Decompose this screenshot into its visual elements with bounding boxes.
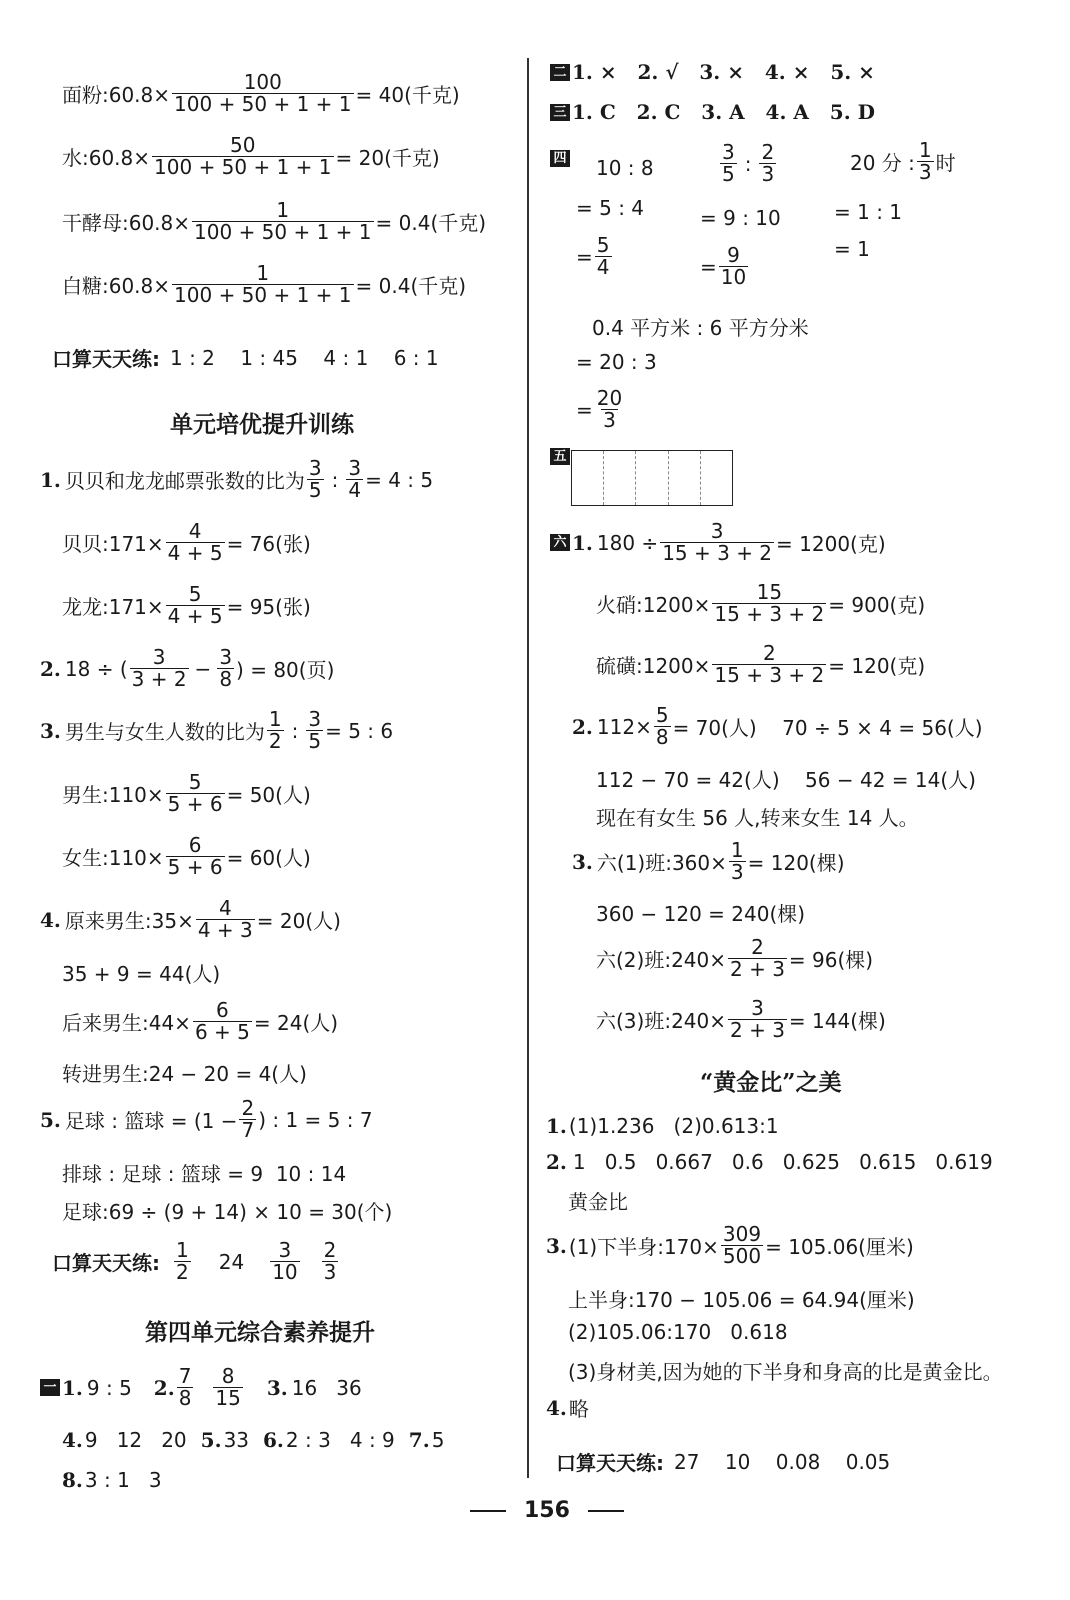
fraction: $\frac{1}{2}$ — [176, 1238, 189, 1284]
fraction: $\frac{2}{7}$ — [241, 1096, 255, 1142]
part-6-q3-a: 360 − 120 = 240(棵) — [596, 902, 806, 926]
ratio-a-2: = 5 : 4 — [576, 196, 645, 220]
fraction: $\frac{3}{5}$ — [308, 707, 322, 753]
golden-q3: 3. (1)下半身:170× $\frac{309}{500}$ = 105.06(厘米) — [546, 1222, 914, 1268]
fraction: $\frac{3}{4}$ — [348, 456, 362, 502]
ratio-d-2: = 20 : 3 — [576, 350, 657, 374]
flour-calc: 面粉:60.8× $\frac{100}{100 + 50 + 1 + 1}$ = 40(千克) — [62, 70, 460, 116]
section-heading-unit-four: 第四单元综合素养提升 — [145, 1319, 375, 1346]
part-6-question-1: 六 1. 180 ÷ $\frac{3}{15 + 3 + 2}$ = 1200(克) — [550, 521, 886, 564]
golden-q3-c: (3)身材美,因为她的下半身和身高的比是黄金比。 — [568, 1360, 1003, 1384]
fraction: $\frac{3}{5}$ — [722, 140, 735, 186]
part-6-q1-a: 火硝:1200× $\frac{15}{15 + 3 + 2}$ = 900(克) — [596, 580, 926, 626]
question-1: 1. 贝贝和龙龙邮票张数的比为 $\frac{3}{5}$ : $\frac{3}{4}$ = 4 : 5 — [40, 456, 434, 502]
golden-q2: 2. 1 0.5 0.667 0.6 0.625 0.615 0.619 — [546, 1150, 993, 1174]
fraction: $\frac{1}{100 + 50 + 1 + 1}$ — [194, 198, 372, 244]
golden-q4: 4. 略 — [546, 1395, 589, 1421]
fraction: $\frac{4}{4 + 3}$ — [197, 896, 253, 942]
golden-q2-answer: 黄金比 — [568, 1190, 628, 1214]
fraction: $\frac{1}{100 + 50 + 1 + 1}$ — [174, 261, 352, 307]
fraction: $\frac{1}{3}$ — [730, 838, 744, 884]
fraction: $\frac{5}{5 + 6}$ — [167, 770, 223, 816]
part-6-question-2: 2. 112× $\frac{5}{8}$ = 70(人) 70 ÷ 5 × 4 = 56(人) — [572, 703, 983, 749]
section-badge: 四 — [550, 150, 570, 167]
part-6-q2-b: 现在有女生 56 人,转来女生 14 人。 — [596, 806, 919, 830]
fraction: $\frac{3}{2 + 3}$ — [730, 996, 785, 1042]
part-6-q3-b: 六(2)班:240× $\frac{2}{2 + 3}$ = 96(棵) — [596, 935, 874, 981]
question-4-c: 转进男生:24 − 20 = 4(人) — [62, 1062, 307, 1086]
fraction: $\frac{1}{2}$ — [268, 707, 282, 753]
ratio-c-2: = 1 : 1 — [834, 200, 903, 224]
fraction: $\frac{1}{3}$ — [918, 138, 932, 184]
question-1-b: 龙龙:171× $\frac{5}{4 + 5}$ = 95(张) — [62, 582, 311, 628]
fraction: $\frac{5}{8}$ — [655, 703, 669, 749]
fraction: $\frac{20}{3}$ — [596, 386, 623, 432]
answer-grid-box — [571, 450, 733, 506]
ratio-d-3: = $\frac{20}{3}$ — [576, 386, 623, 432]
part-1-line-2: 4. 9 12 20 5. 33 6. 2 : 3 4 : 9 7. 5 — [62, 1428, 445, 1452]
fraction: $\frac{3}{8}$ — [219, 645, 233, 691]
golden-q1: 1. (1)1.236 (2)0.613:1 — [546, 1114, 779, 1138]
part-3-answers: 三 1. C 2. C 3. A 4. A 5. D — [550, 100, 875, 124]
section-badge: 六 — [550, 534, 570, 551]
fraction: $\frac{3}{5}$ — [308, 456, 322, 502]
question-5-a: 排球 : 足球 : 篮球 = 9 10 : 14 — [62, 1162, 347, 1186]
fraction: $\frac{100}{100 + 50 + 1 + 1}$ — [174, 70, 352, 116]
part-1-line-3: 8. 3 : 1 3 — [62, 1468, 162, 1492]
question-5: 5. 足球 : 篮球 = (1 − $\frac{2}{7}$ ) : 1 = 5 : 7 — [40, 1096, 373, 1142]
mental-math-2: 口算天天练: $\frac{1}{2}$ 24 $\frac{3}{10}$ $\frac{2}{3}$ — [52, 1238, 337, 1284]
section-badge: 二 — [550, 64, 570, 81]
yeast-calc: 干酵母:60.8× $\frac{1}{100 + 50 + 1 + 1}$ = 0.4(千克) — [62, 198, 487, 244]
sugar-calc: 白糖:60.8× $\frac{1}{100 + 50 + 1 + 1}$ = 0.4(千克) — [62, 261, 467, 307]
question-1-a: 贝贝:171× $\frac{4}{4 + 5}$ = 76(张) — [62, 519, 311, 565]
fraction: $\frac{3}{15 + 3 + 2}$ — [662, 519, 773, 565]
fraction: $\frac{7}{8}$ — [178, 1364, 192, 1410]
section-badge: 三 — [550, 104, 570, 121]
fraction: $\frac{8}{15}$ — [215, 1364, 241, 1410]
part-6-q1-b: 硫磺:1200× $\frac{2}{15 + 3 + 2}$ = 120(克) — [596, 641, 926, 687]
ratio-c-3: = 1 — [834, 237, 870, 261]
fraction: $\frac{15}{15 + 3 + 2}$ — [714, 580, 825, 626]
golden-q3-b: (2)105.06:170 0.618 — [568, 1320, 788, 1344]
golden-q3-a: 上半身:170 − 105.06 = 64.94(厘米) — [568, 1288, 915, 1312]
fraction: $\frac{6}{6 + 5}$ — [194, 998, 250, 1044]
question-4: 4. 原来男生:35× $\frac{4}{4 + 3}$ = 20(人) — [40, 896, 341, 942]
question-3-b: 女生:110× $\frac{6}{5 + 6}$ = 60(人) — [62, 833, 311, 879]
fraction: $\frac{5}{4 + 5}$ — [167, 582, 223, 628]
ratio-b-1: $\frac{3}{5}$ : $\frac{2}{3}$ — [722, 140, 775, 186]
question-4-a: 35 + 9 = 44(人) — [62, 962, 221, 986]
question-3: 3. 男生与女生人数的比为 $\frac{1}{2}$ : $\frac{3}{5}$ = 5 : 6 — [40, 707, 394, 753]
fraction: $\frac{2}{15 + 3 + 2}$ — [714, 641, 825, 687]
ratio-b-3: = $\frac{9}{10}$ — [700, 243, 747, 289]
section-heading-unit-training: 单元培优提升训练 — [170, 411, 354, 438]
fraction: $\frac{6}{5 + 6}$ — [167, 833, 223, 879]
ratio-a-3: = $\frac{5}{4}$ — [576, 233, 610, 279]
column-divider — [527, 58, 529, 1478]
part-2-answers: 二 1. × 2. √ 3. × 4. × 5. × — [550, 60, 875, 84]
part-6-q3-c: 六(3)班:240× $\frac{3}{2 + 3}$ = 144(棵) — [596, 996, 886, 1042]
fraction: $\frac{309}{500}$ — [722, 1222, 762, 1268]
page-number: 156 — [470, 1498, 624, 1523]
part-6-question-3: 3. 六(1)班:360× $\frac{1}{3}$ = 120(棵) — [572, 838, 845, 884]
part-6-q2-a: 112 − 70 = 42(人) 56 − 42 = 14(人) — [596, 768, 976, 792]
water-calc: 水:60.8× $\frac{50}{100 + 50 + 1 + 1}$ = 20(千克) — [62, 133, 440, 179]
ratio-b-2: = 9 : 10 — [700, 206, 781, 230]
fraction: $\frac{9}{10}$ — [720, 243, 747, 289]
question-4-b: 后来男生:44× $\frac{6}{6 + 5}$ = 24(人) — [62, 998, 339, 1044]
fraction: $\frac{2}{2 + 3}$ — [730, 935, 785, 981]
fraction: $\frac{4}{4 + 5}$ — [167, 519, 223, 565]
fraction: $\frac{3}{3 + 2}$ — [131, 645, 187, 691]
mental-math-3: 口算天天练: 27 10 0.08 0.05 — [556, 1449, 891, 1475]
fraction: $\frac{2}{3}$ — [323, 1238, 337, 1284]
question-5-b: 足球:69 ÷ (9 + 14) × 10 = 30(个) — [62, 1200, 393, 1224]
section-badge: 一 — [40, 1379, 60, 1396]
section-heading-golden-ratio: “黄金比”之美 — [700, 1069, 842, 1096]
part-1-line-1: 一 1. 9 : 5 2. $\frac{7}{8}$ $\frac{8}{15}$ 3. 16 36 — [40, 1366, 362, 1409]
question-2: 2. 18 ÷ ( $\frac{3}{3 + 2}$ − $\frac{3}{8}$ ) = 80(页) — [40, 645, 335, 691]
ratio-d-1: 0.4 平方米 : 6 平方分米 — [592, 316, 809, 340]
fraction: $\frac{5}{4}$ — [596, 233, 610, 279]
fraction: $\frac{50}{100 + 50 + 1 + 1}$ — [154, 133, 332, 179]
section-badge: 五 — [550, 448, 570, 465]
ratio-a-1: 10 : 8 — [596, 156, 654, 180]
question-3-a: 男生:110× $\frac{5}{5 + 6}$ = 50(人) — [62, 770, 311, 816]
ratio-c-1: 20 分 : $\frac{1}{3}$ 时 — [850, 138, 956, 184]
mental-math-1: 口算天天练: 1 : 2 1 : 45 4 : 1 6 : 1 — [52, 345, 439, 371]
fraction: $\frac{2}{3}$ — [761, 140, 775, 186]
fraction: $\frac{3}{10}$ — [272, 1238, 298, 1284]
